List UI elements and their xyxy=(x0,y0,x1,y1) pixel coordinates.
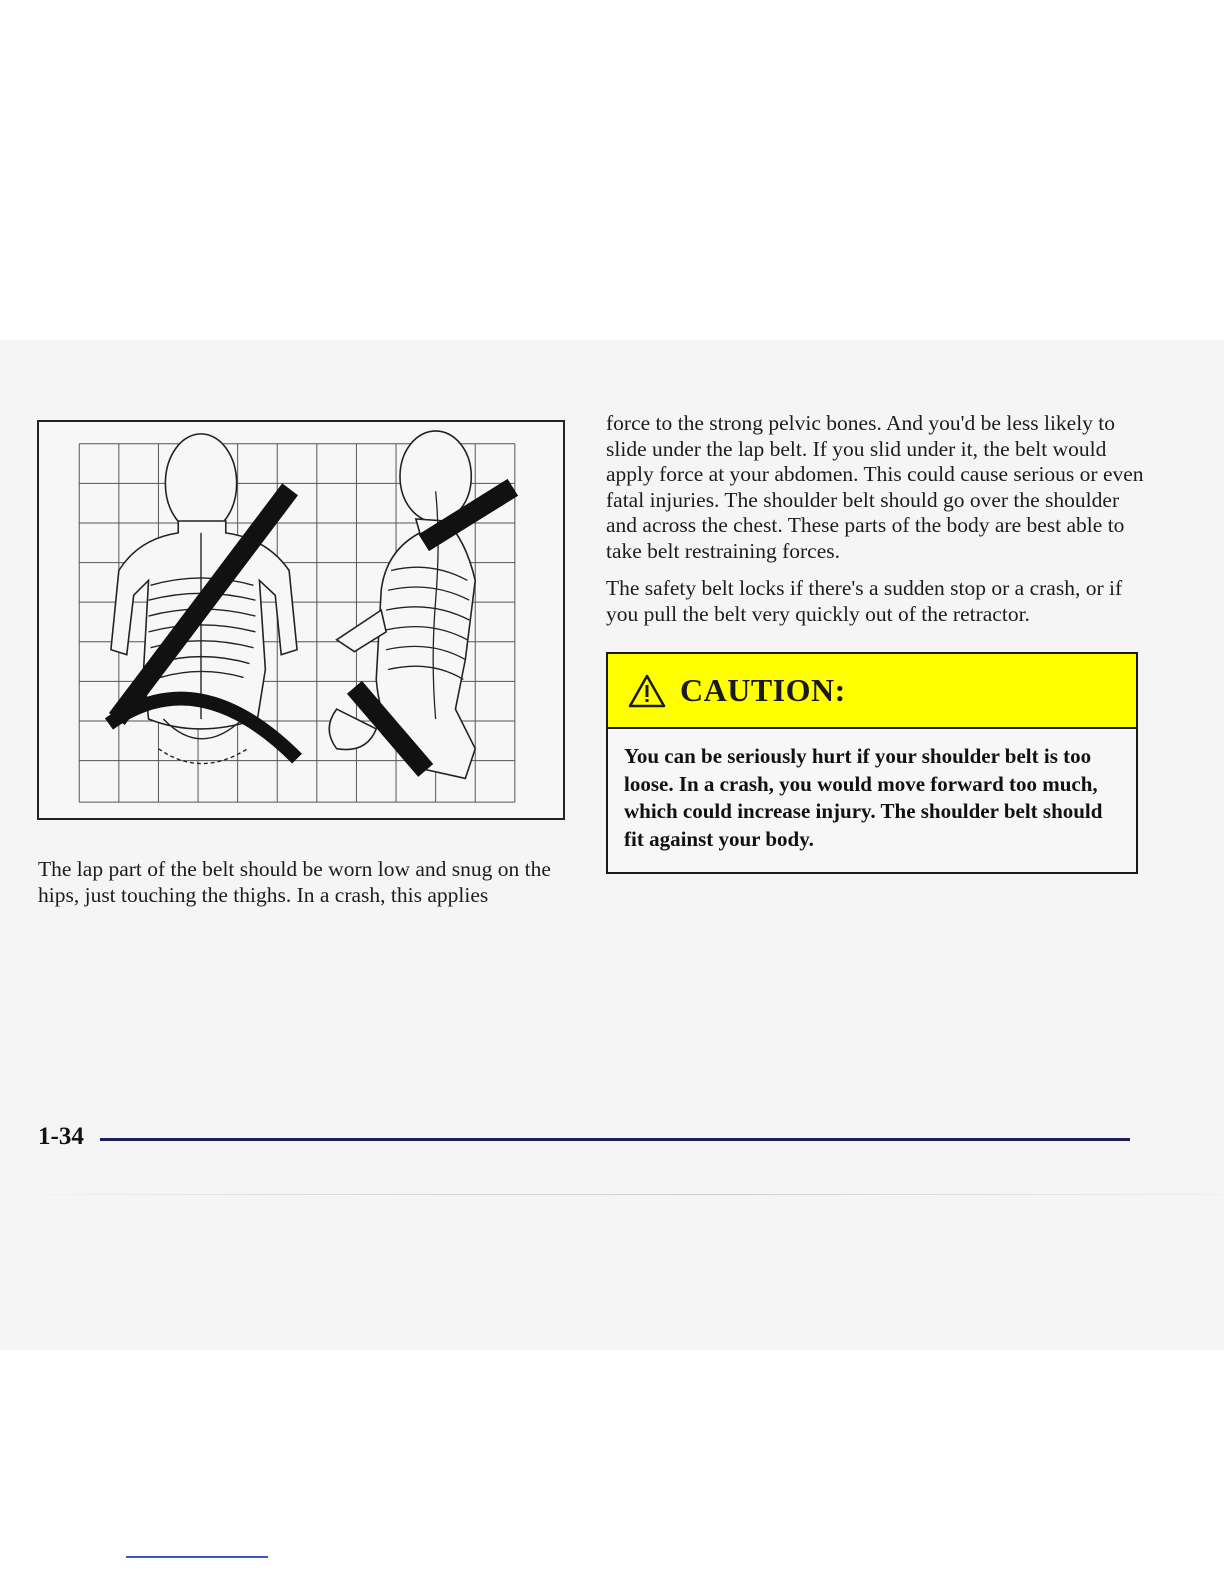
seatbelt-illustration xyxy=(37,420,565,820)
caution-header xyxy=(608,654,1136,729)
lap-belt-paragraph: The lap part of the belt should be worn low and snug on the hips, just touching the thighs. In a crash, this applies xyxy=(38,857,551,907)
link-underline xyxy=(126,1556,268,1558)
caution-title: CAUTION: xyxy=(680,672,846,708)
caution-body: You can be seriously hurt if your shoulder belt is too loose. In a crash, you would move forward too much, which could increase injury. The shoulder belt should fit against your body. xyxy=(624,744,1103,851)
footer-rule xyxy=(100,1138,1130,1141)
caution-box xyxy=(606,652,1138,874)
pelvic-force-paragraph: force to the strong pelvic bones. And you'd be less likely to slide under the lap belt. If you slid under it, the belt would apply force at your abdomen. This could cause serious or even fatal injuries. The shoulder belt should go over the shoulder and across the chest. These parts of the body are best able to take belt restraining forces. xyxy=(606,411,1144,563)
page-number: 1-34 xyxy=(38,1123,84,1150)
page-divider xyxy=(0,1194,1224,1195)
warning-triangle-icon xyxy=(628,674,666,708)
belt-lock-paragraph: The safety belt locks if there's a sudden stop or a crash, or if you pull the belt very quickly out of the retractor. xyxy=(606,576,1123,626)
